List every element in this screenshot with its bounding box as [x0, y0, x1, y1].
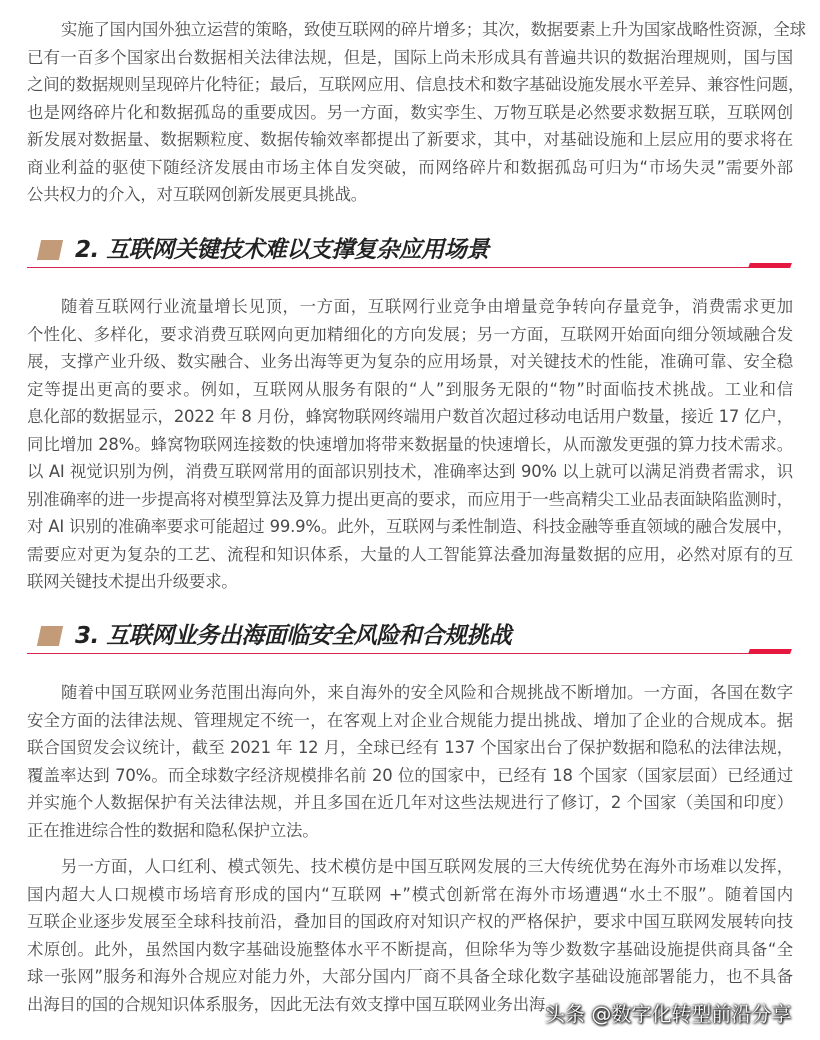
text-line: 个性化、多样化，要求消费互联网向更加精细化的方向发展；另一方面，互联网开始面向细分领域融合发	[27, 324, 793, 344]
text-line: 球一张网”服务和海外合规应对能力外，大部分国内厂商不具备全球化数字基础设施部署能力，也不具备	[27, 967, 793, 986]
paragraph-3	[27, 679, 793, 844]
heading-title: 3. 互联网业务出海面临安全风险和合规挑战	[75, 623, 512, 649]
heading-accent-bar	[748, 263, 792, 268]
text-line: 并实施个人数据保护有关法律法规，并且多国在近几年对这些法规进行了修订，2 个国家（美国和印度）	[27, 793, 793, 812]
text-line: 息化部的数据显示，2022 年 8 月份，蜂窝物联网终端用户数首次超过移动电话用户数量，接近 17 亿户，	[27, 407, 793, 426]
text-line: 术原创。此外，虽然国内数字基础设施整体水平不断提高，但除华为等少数数字基础设施提供商具备“全	[27, 939, 793, 959]
text-line: 之间的数据规则呈现碎片化特征；最后，互联网应用、信息技术和数字基础设施发展水平差异、兼容性问题，	[27, 75, 805, 94]
text-line: 商业利益的驱使下随经济发展由市场主体自发突破，而网络碎片和数据孤岛可归为“市场失灵”需要外部	[27, 157, 793, 177]
text-line: 正在推进综合性的数据和隐私保护立法。	[27, 820, 319, 840]
heading-underline	[27, 653, 767, 654]
text-line: 公共权力的介入，对互联网创新发展更具挑战。	[27, 185, 368, 204]
section-heading-3	[27, 620, 793, 654]
watermark: 头条 @数字化转型前沿分享	[545, 1002, 792, 1026]
text-line: 另一方面，人口红利、模式领先、技术模仿是中国互联网发展的三大传统优势在海外市场难以发挥，	[61, 857, 793, 876]
text-line: 已有一百多个国家出台数据相关法律法规，但是，国际上尚未形成具有普遍共识的数据治理规则，国与国	[27, 47, 793, 67]
paragraph-2	[27, 293, 793, 596]
text-line: 国内超大人口规模市场培育形成的国内“互联网 +”模式创新常在海外市场遭遇“水土不服”。随着国内	[27, 884, 793, 904]
text-line: 实施了国内国外独立运营的策略，致使互联网的碎片增多；其次，数据要素上升为国家战略性资源，全球	[61, 20, 806, 39]
text-line: 对 AI 识别的准确率要求可能超过 99.9%。此外，互联网与柔性制造、科技金融等垂直领域的融合发展中，	[27, 517, 793, 536]
text-line: 出海目的国的合规知识体系服务，因此无法有效支撑中国互联网业务出海。	[27, 994, 562, 1014]
text-line: 别准确率的进一步提高将对模型算法及算力提出更高的要求，而应用于一些高精尖工业品表面缺陷监测时，	[27, 489, 793, 509]
text-line: 展，支撑产业升级、数实融合、业务出海等更为复杂的应用场景，对关键技术的性能，准确可靠、安全稳	[27, 352, 793, 371]
text-line: 新发展对数据量、数据颗粒度、数据传输效率都提出了新要求，其中，对基础设施和上层应用的要求将在	[27, 130, 793, 149]
section-heading-2	[27, 234, 793, 268]
text-line: 覆盖率达到 70%。而全球数字经济规模排名前 20 位的国家中，已经有 18 个国家（国家层面）已经通过	[27, 765, 793, 785]
text-line: 随着中国互联网业务范围出海向外，来自海外的安全风险和合规挑战不断增加。一方面，各国在数字	[61, 683, 793, 702]
text-line: 定等提出更高的要求。例如，互联网从服务有限的“人”到服务无限的“物”时面临技术挑战。工业和信	[27, 379, 793, 399]
text-line: 安全方面的法律法规、管理规定不统一，在客观上对企业合规能力提出挑战、增加了企业的合规成本。据	[27, 710, 793, 730]
text-line: 联网关键技术提出升级要求。	[27, 572, 238, 591]
text-line: 联合国贸发会议统计，截至 2021 年 12 月，全球已经有 137 个国家出台了保护数据和隐私的法律法规，	[27, 738, 793, 757]
heading-title: 2. 互联网关键技术难以支撑复杂应用场景	[75, 237, 489, 263]
text-line: 同比增加 28%。蜂窝物联网连接数的快速增加将带来数据量的快速增长，从而激发更强的算力技术需求。	[27, 434, 793, 454]
text-line: 随着互联网行业流量增长见顶，一方面，互联网行业竞争由增量竞争转向存量竞争，消费需求更加	[61, 297, 793, 316]
text-line: 也是网络碎片化和数据孤岛的重要成因。另一方面，数实孪生、万物互联是必然要求数据互联，互联网创	[27, 102, 793, 122]
heading-marker-icon	[37, 240, 63, 260]
text-line: 以 AI 视觉识别为例，消费互联网常用的面部识别技术，准确率达到 90% 以上就可以满足消费者需求，识	[27, 462, 793, 481]
heading-marker-icon	[37, 626, 63, 646]
heading-underline	[27, 267, 767, 268]
text-line: 需要应对更为复杂的工艺、流程和知识体系，大量的人工智能算法叠加海量数据的应用，必然对原有的互	[27, 544, 793, 564]
paragraph-1	[27, 16, 806, 209]
paragraph-4	[27, 853, 793, 1018]
heading-accent-bar	[748, 649, 792, 654]
text-line: 互联企业逐步发展至全球科技前沿，叠加目的国政府对知识产权的严格保护，要求中国互联网发展转向技	[27, 912, 793, 931]
